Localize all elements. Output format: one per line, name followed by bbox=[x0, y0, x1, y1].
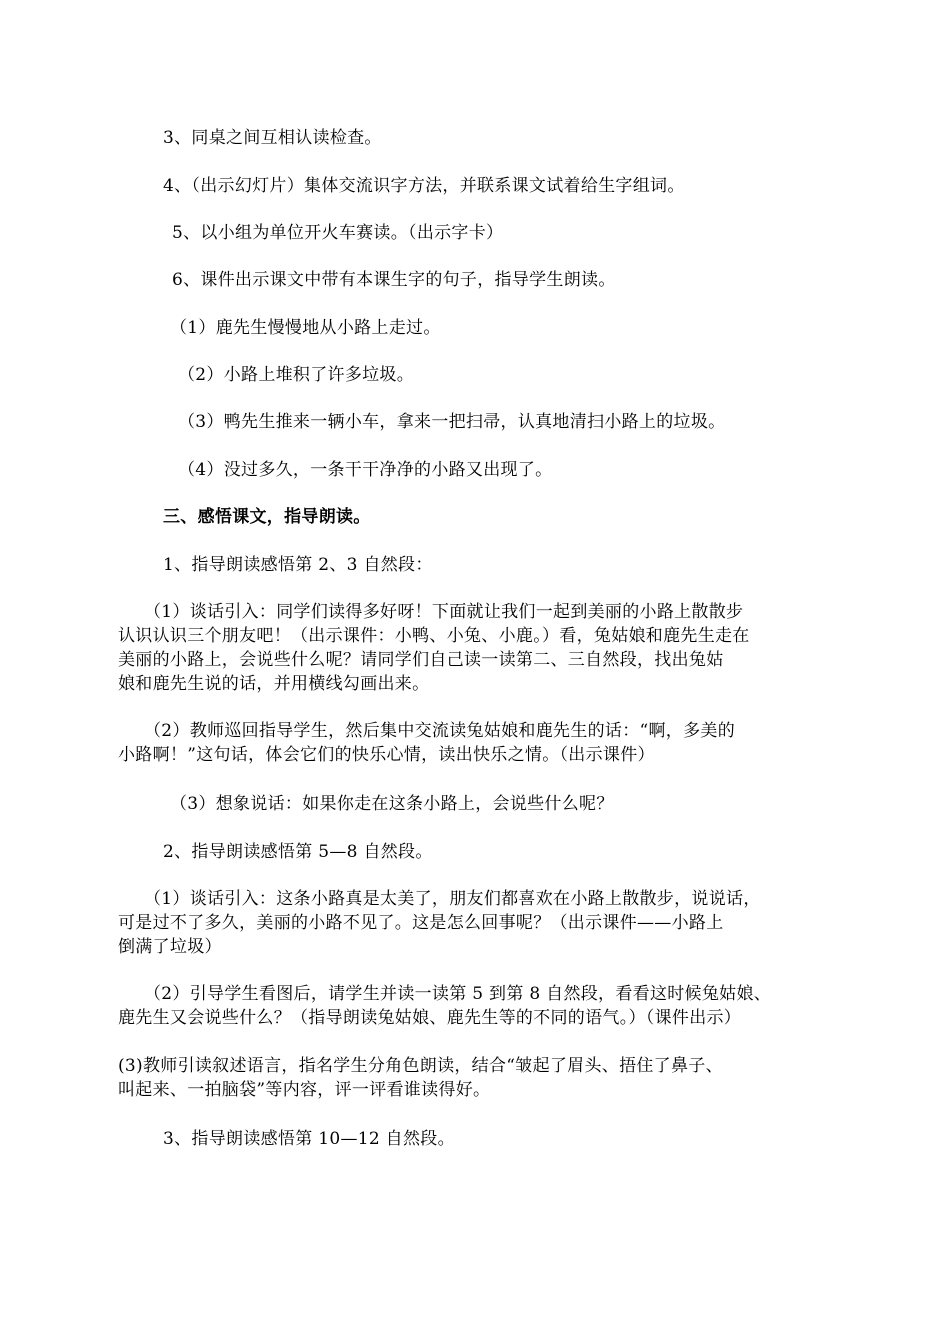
sentence-2-line: （2）小路上堆积了许多垃圾。 bbox=[178, 365, 415, 385]
paragraph-1-row: 娘和鹿先生说的话，并用横线勾画出来。 bbox=[118, 674, 430, 694]
paragraph-2-row: （2）教师巡回指导学生，然后集中交流读兔姑娘和鹿先生的话：“啊，多美的 bbox=[144, 721, 736, 741]
paragraph-5-row: （2）引导学生看图后，请学生并读一读第 5 到第 8 自然段，看看这时候兔姑娘、 bbox=[144, 984, 772, 1004]
sentence-4-line: （4）没过多久，一条干干净净的小路又出现了。 bbox=[178, 460, 553, 480]
paragraph-2 bbox=[118, 719, 735, 767]
step-5-line: 5、以小组为单位开火车赛读。（出示字卡） bbox=[172, 223, 504, 243]
paragraph-5-row: 鹿先生又会说些什么？（指导朗读兔姑娘、鹿先生等的不同的语气。）（课件出示） bbox=[118, 1008, 742, 1028]
paragraph-1 bbox=[118, 600, 750, 696]
subsection-3-heading: 3、指导朗读感悟第 10—12 自然段。 bbox=[163, 1129, 455, 1149]
paragraph-3: （3）想象说话：如果你走在这条小路上，会说些什么呢？ bbox=[170, 794, 614, 814]
subsection-2-heading: 2、指导朗读感悟第 5—8 自然段。 bbox=[163, 842, 433, 862]
paragraph-4 bbox=[118, 887, 761, 959]
paragraph-5 bbox=[118, 982, 771, 1030]
paragraph-6 bbox=[118, 1054, 723, 1102]
sentence-3-line: （3）鸭先生推来一辆小车，拿来一把扫帚，认真地清扫小路上的垃圾。 bbox=[178, 412, 726, 432]
step-3-line: 3、同桌之间互相认读检查。 bbox=[163, 128, 382, 148]
subsection-1-heading: 1、指导朗读感悟第 2、3 自然段： bbox=[163, 555, 433, 575]
paragraph-6-row: 叫起来、一拍脑袋”等内容，评一评看谁读得好。 bbox=[118, 1080, 491, 1100]
paragraph-4-row: 倒满了垃圾） bbox=[118, 937, 222, 957]
section-3-heading: 三、感悟课文，指导朗读。 bbox=[163, 507, 371, 527]
paragraph-4-row: 可是过不了多久，美丽的小路不见了。这是怎么回事呢？（出示课件——小路上 bbox=[118, 913, 724, 933]
sentence-1-line: （1）鹿先生慢慢地从小路上走过。 bbox=[170, 318, 441, 338]
step-4-line: 4、（出示幻灯片）集体交流识字方法，并联系课文试着给生字组词。 bbox=[163, 176, 685, 196]
paragraph-6-row: (3)教师引读叙述语言，指名学生分角色朗读，结合“皱起了眉头、捂住了鼻子、 bbox=[118, 1056, 723, 1076]
paragraph-4-row: （1）谈话引入：这条小路真是太美了，朋友们都喜欢在小路上散散步，说说话， bbox=[144, 889, 761, 909]
paragraph-2-row: 小路啊！”这句话，体会它们的快乐心情，读出快乐之情。（出示课件） bbox=[118, 745, 655, 765]
paragraph-1-row: （1）谈话引入：同学们读得多好呀！下面就让我们一起到美丽的小路上散散步 bbox=[144, 602, 744, 622]
paragraph-1-row: 美丽的小路上，会说些什么呢？请同学们自己读一读第二、三自然段，找出兔姑 bbox=[118, 650, 724, 670]
paragraph-1-row: 认识认识三个朋友吧！（出示课件：小鸭、小兔、小鹿。）看，兔姑娘和鹿先生走在 bbox=[118, 626, 750, 646]
step-6-line: 6、课件出示课文中带有本课生字的句子，指导学生朗读。 bbox=[172, 270, 616, 290]
